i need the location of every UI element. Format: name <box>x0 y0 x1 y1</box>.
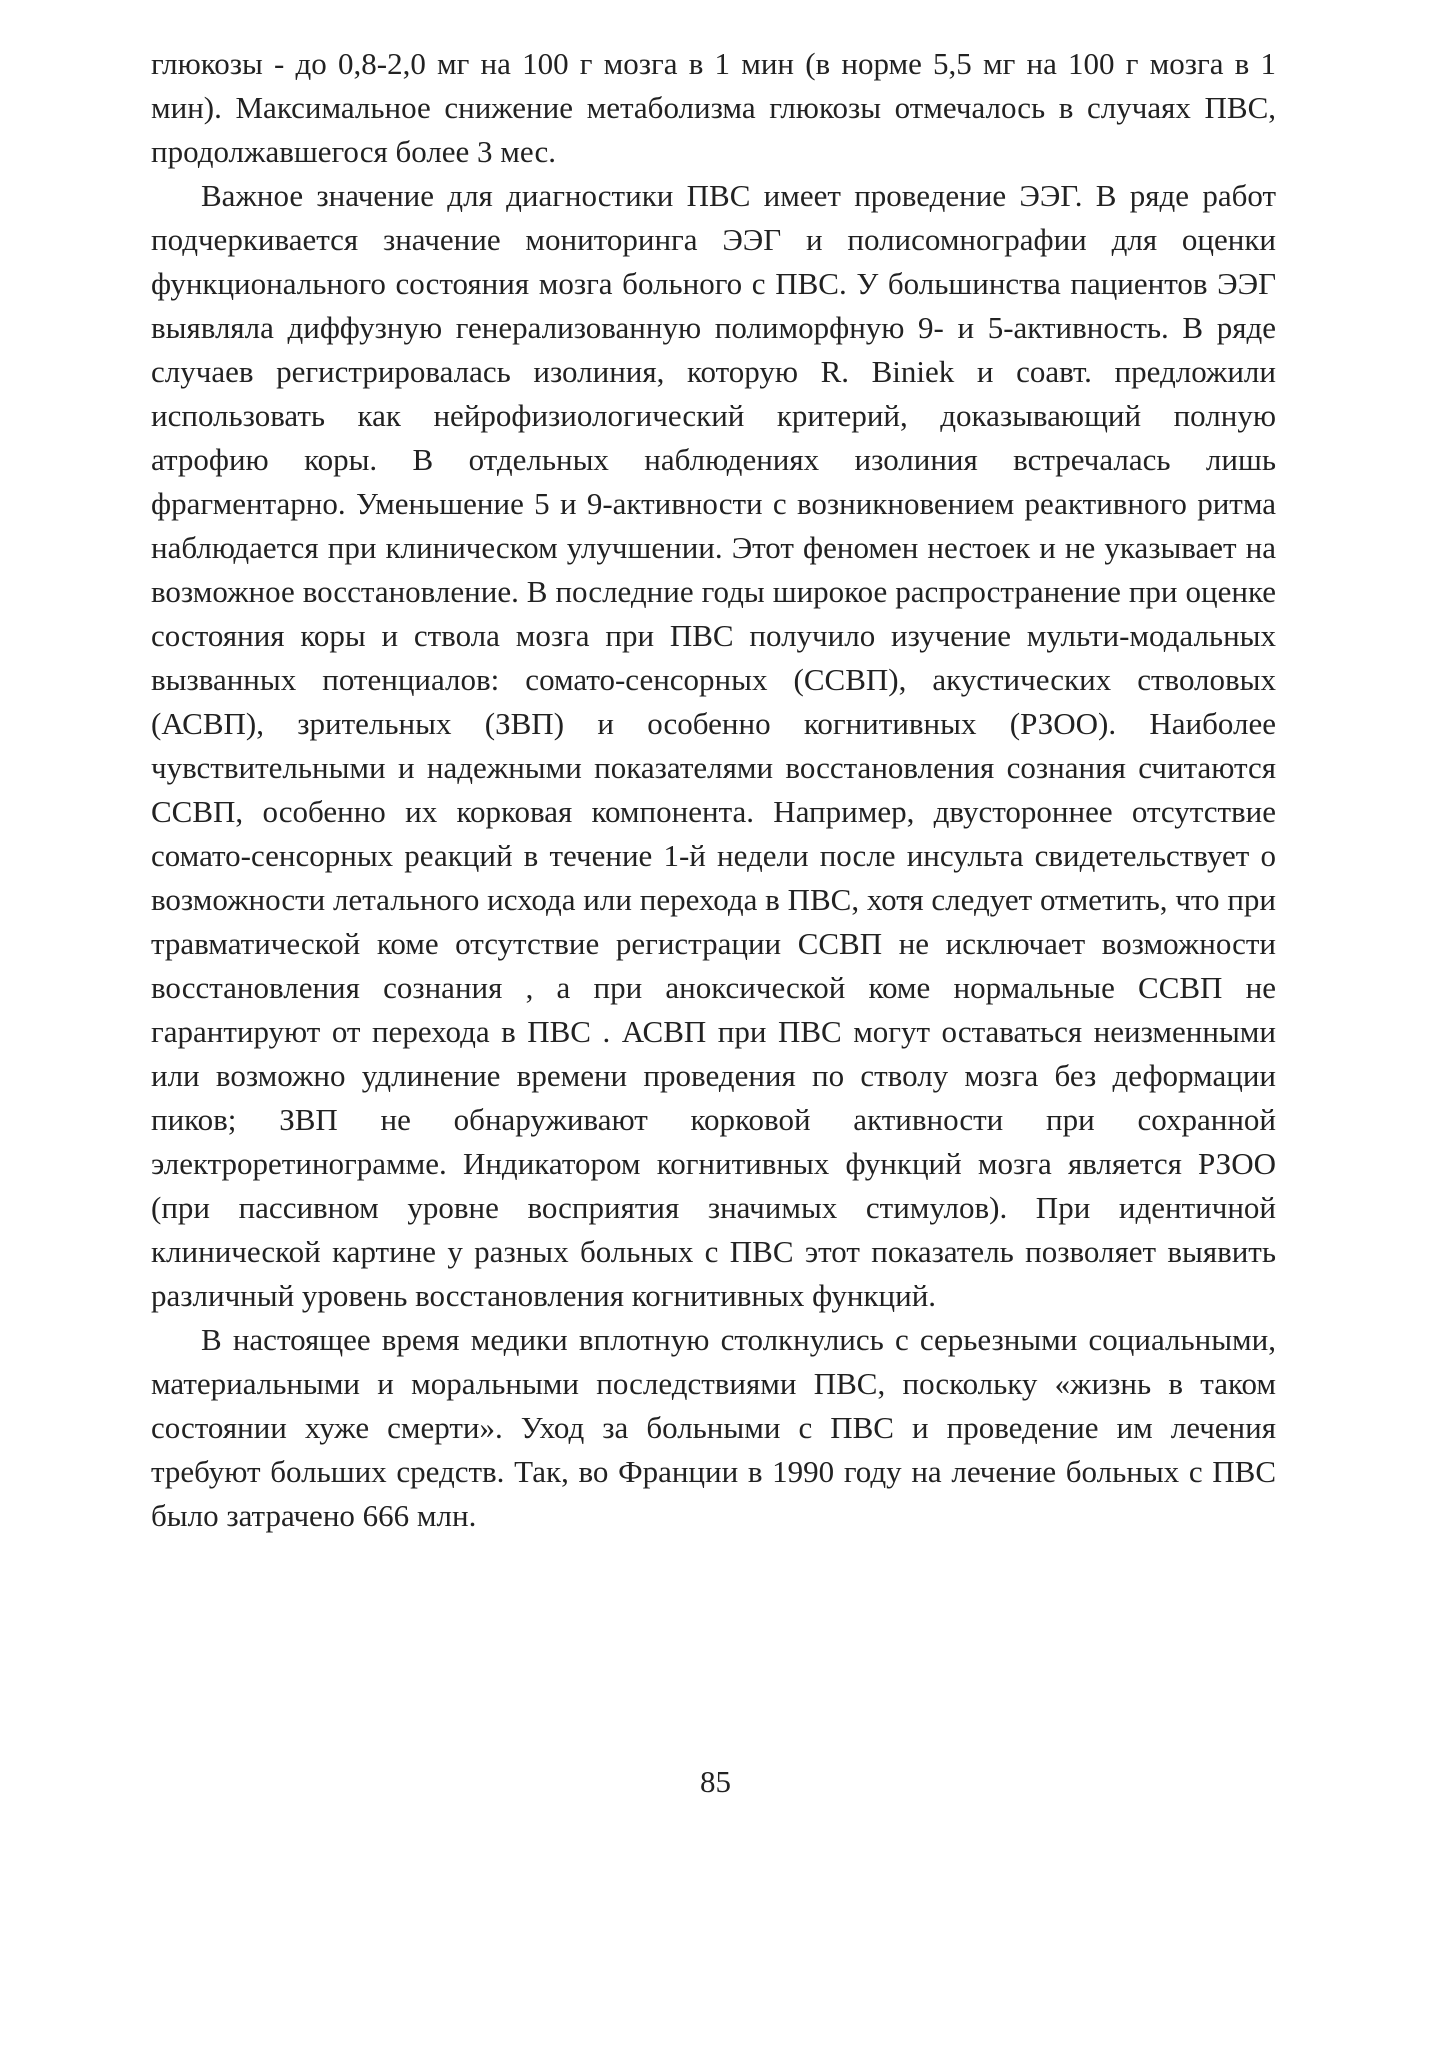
paragraph-eeg-diagnostics: Важное значение для диагностики ПВС имеет проведение ЭЭГ. В ряде работ подчеркивается значение мониторинга ЭЭГ и полисомнографии для оценки функционального состояния мозга больного с ПВС. У большинства пациентов ЭЭГ выявляла диффузную генерализованную полиморфную 9- и 5-активность. В ряде случаев регистрировалась изолиния, которую R. Biniek и соавт. предложили использовать как нейрофизиологический критерий, доказывающий полную атрофию коры. В отдельных наблюдениях изолиния встречалась лишь фрагментарно. Уменьшение 5 и 9-активности с возникновением реактивного ритма наблюдается при клиническом улучшении. Этот феномен нестоек и не указывает на возможное восстановление. В последние годы широкое распространение при оценке состояния коры и ствола мозга при ПВС получило изучение мульти-модальных вызванных потенциалов: сомато-сенсорных (ССВП), акустических стволовых (АСВП), зрительных (ЗВП) и особенно когнитивных (РЗОО). Наиболее чувствительными и надежными показателями восстановления сознания считаются ССВП, особенно их корковая компонента. Например, двустороннее отсутствие сомато-сенсорных реакций в течение 1-й недели после инсульта свидетельствует о возможности летального исхода или перехода в ПВС, хотя следует отметить, что при травматической коме отсутствие регистрации ССВП не исключает возможности восстановления сознания , а при аноксической коме нормальные ССВП не гарантируют от перехода в ПВС . АСВП при ПВС могут оставаться неизменными или возможно удлинение времени проведения по стволу мозга без деформации пиков; ЗВП не обнаруживают корковой активности при сохранной электроретинограмме. Индикатором когнитивных функций мозга является РЗОО (при пассивном уровне восприятия значимых стимулов). При идентичной клинической картине у разных больных с ПВС этот показатель позволяет выявить различный уровень восстановления когнитивных функций. <box>151 178 1276 1313</box>
paragraph-continuation: глюкозы - до 0,8-2,0 мг на 100 г мозга в 1 мин (в норме 5,5 мг на 100 г мозга в 1 мин). Максимальное снижение метаболизма глюкозы отмечалось в случаях ПВС, продолжавшегося более 3 мес. <box>151 46 1276 169</box>
page-body <box>151 42 1276 1538</box>
paragraph-social-consequences: В настоящее время медики вплотную столкнулись с серьезными социальными, материальными и моральными последствиями ПВС, поскольку «жизнь в таком состоянии хуже смерти». Уход за больными с ПВС и проведение им лечения требуют больших средств. Так, во Франции в 1990 году на лечение больных с ПВС было затрачено 666 млн. <box>151 1322 1276 1533</box>
page-number: 85 <box>700 1764 731 1799</box>
